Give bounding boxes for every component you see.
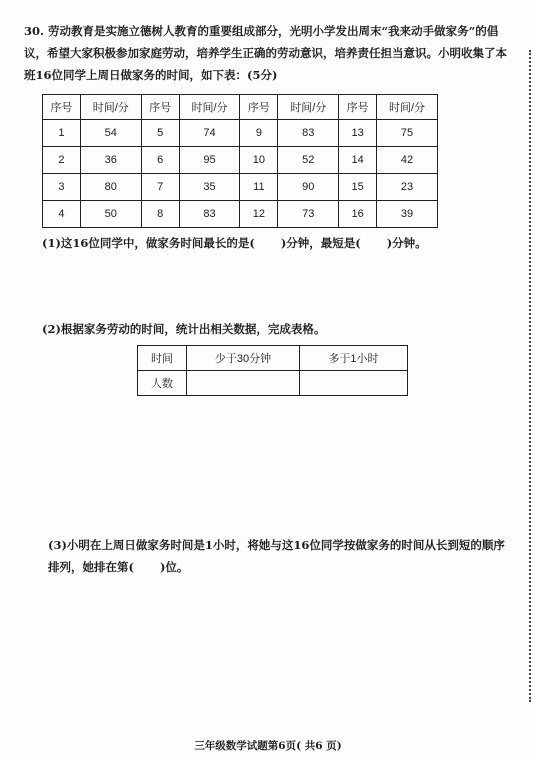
- table-cell-index: 13: [339, 120, 377, 147]
- table-cell-index: 14: [339, 147, 377, 174]
- table-cell-time: 52: [278, 147, 339, 174]
- table-cell-time: 83: [179, 201, 240, 228]
- stats-header-time: 时间: [138, 346, 187, 371]
- table-cell-time: 50: [80, 201, 141, 228]
- statistics-table-header: [138, 346, 408, 371]
- table-cell-time: 23: [377, 174, 438, 201]
- table-header-cell: 时间/分: [179, 95, 240, 120]
- table-row: [43, 201, 438, 228]
- table-cell-time: 35: [179, 174, 240, 201]
- table-cell-index: 12: [240, 201, 278, 228]
- sub-question-3: [48, 534, 510, 578]
- table-header-cell: 序号: [43, 95, 81, 120]
- table-cell-index: 5: [141, 120, 179, 147]
- statistics-table: [137, 345, 408, 396]
- sub-question-1-text-a: (1)这16位同学中，做家务时间最长的是(: [42, 236, 255, 250]
- stats-answer-cell-more-than-1h[interactable]: [300, 371, 408, 396]
- table-header-cell: 时间/分: [278, 95, 339, 120]
- table-cell-index: 15: [339, 174, 377, 201]
- table-cell-index: 10: [240, 147, 278, 174]
- table-row: [43, 174, 438, 201]
- table-cell-index: 1: [43, 120, 81, 147]
- table-row: [43, 120, 438, 147]
- table-cell-index: 6: [141, 147, 179, 174]
- sub-question-1: [42, 232, 427, 254]
- table-cell-index: 3: [43, 174, 81, 201]
- stats-row-label-count: 人数: [138, 371, 187, 396]
- table-cell-time: 42: [377, 147, 438, 174]
- table-header-cell: 序号: [240, 95, 278, 120]
- sub-question-2: (2)根据家务劳动的时间，统计出相关数据，完成表格。: [42, 322, 326, 336]
- statistics-table-row-count: [138, 371, 408, 396]
- table-cell-index: 2: [43, 147, 81, 174]
- table-cell-index: 16: [339, 201, 377, 228]
- sub-question-3-text-a: (3)小明在上周日做家务时间是1小时，将她与这16位同学按做家务的时间从长到短的顺序排列，她排在第(: [48, 538, 505, 574]
- table-cell-index: 9: [240, 120, 278, 147]
- stats-header-more-than-1h: 多于1小时: [300, 346, 408, 371]
- table-cell-index: 11: [240, 174, 278, 201]
- table-cell-time: 74: [179, 120, 240, 147]
- table-cell-time: 54: [80, 120, 141, 147]
- question-30-intro: 30. 劳动教育是实施立德树人教育的重要组成部分，光明小学发出周末“我来动手做家务”的倡议，希望大家积极参加家庭劳动，培养学生正确的劳动意识，培养责任担当意识。小明收集了本班16位同学上周日做家务的时间，如下表：(5分): [24, 24, 507, 82]
- page-footer: 三年级数学试题第6页( 共6 页): [194, 740, 342, 752]
- table-cell-time: 83: [278, 120, 339, 147]
- table-cell-time: 90: [278, 174, 339, 201]
- table-header-cell: 时间/分: [377, 95, 438, 120]
- table-header-row: [43, 95, 438, 120]
- table-cell-time: 95: [179, 147, 240, 174]
- binding-margin-dotted-line: [529, 50, 531, 702]
- table-cell-time: 73: [278, 201, 339, 228]
- table-header-cell: 序号: [339, 95, 377, 120]
- stats-header-less-than-30: 少于30分钟: [187, 346, 300, 371]
- table-cell-time: 80: [80, 174, 141, 201]
- table-header-cell: 时间/分: [80, 95, 141, 120]
- table-cell-index: 7: [141, 174, 179, 201]
- table-row: [43, 147, 438, 174]
- table-cell-index: 4: [43, 201, 81, 228]
- table-cell-index: 8: [141, 201, 179, 228]
- sub-question-3-text-b: )位。: [159, 560, 189, 574]
- housework-time-table-body: [43, 95, 438, 228]
- table-cell-time: 36: [80, 147, 141, 174]
- sub-question-1-text-c: )分钟。: [386, 236, 427, 250]
- table-cell-time: 39: [377, 201, 438, 228]
- table-header-cell: 序号: [141, 95, 179, 120]
- stats-answer-cell-less-than-30[interactable]: [187, 371, 300, 396]
- table-cell-time: 75: [377, 120, 438, 147]
- housework-time-table: [42, 94, 438, 228]
- sub-question-1-text-b: )分钟，最短是(: [280, 236, 361, 250]
